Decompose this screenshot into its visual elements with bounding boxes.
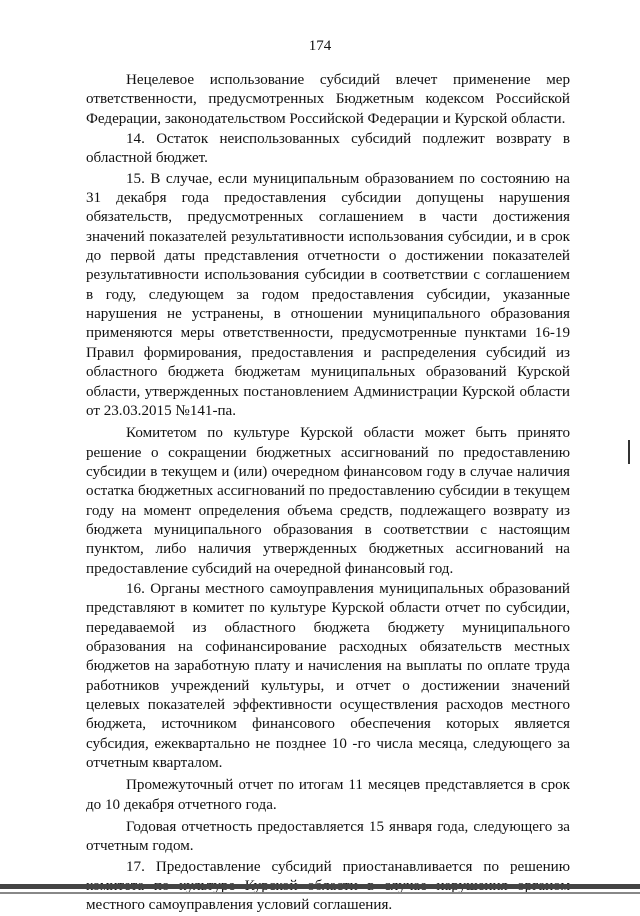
page-number: 174 <box>308 38 332 54</box>
scan-bottom-edge <box>0 884 640 889</box>
document-body <box>86 71 570 916</box>
scan-bottom-edge-line <box>0 892 640 894</box>
paragraph-annual-report: Годовая отчетность предоставляется 15 января года, следующего за отчетным годом. <box>86 819 570 855</box>
paragraph-16: 16. Органы местного самоуправления муниципальных образований представляют в комитет по культуре Курской области отчет по субсидии, передаваемой из областного бюджета бюджету муниципального образования на софинансирование расходных обязательств местных бюджетов на заработную плату и начисления на выплаты по оплате труда работников учреждений культуры, и отчет о достижении значений целевых показателей эффективности осуществления расходов местного бюджета, источником финансового обеспечения которых является субсидия, ежеквартально не позднее 10 -го числа месяца, следующего за отчетным кварталом. <box>86 580 570 772</box>
scan-margin-mark <box>628 440 630 464</box>
paragraph-14: 14. Остаток неиспользованных субсидий подлежит возврату в областной бюджет. <box>86 131 570 167</box>
paragraph-interim-report: Промежуточный отчет по итогам 11 месяцев представляется в срок до 10 декабря отчетного года. <box>86 777 570 813</box>
paragraph-committee-decision: Комитетом по культуре Курской области может быть принято решение о сокращении бюджетных ассигнований по предоставлению субсидии в текущем и (или) очередном финансовом году в случае наличия остатка бюджетных ассигнований по предоставлению субсидии в текущем году на момент определения объема средств, подлежащего возврату из бюджета муниципального образования в соответствии с настоящим пунктом, либо наличия утвержденных бюджетных ассигнований на предоставление субсидий на очередной финансовый год. <box>86 425 570 577</box>
paragraph-17: 17. Предоставление субсидий приостанавливается по решению местного самоуправления условий соглашения. <box>86 858 570 914</box>
paragraph-15: 15. В случае, если муниципальным образованием по состоянию на 31 декабря года предоставления субсидии допущены нарушения обязательств, предусмотренных соглашением в части достижения значений показателей результативности использования субсидии, и в срок до первой даты представления отчетности о достижении показателей результативности использования субсидии в соответствии с соглашением в году, следующем за годом предоставления субсидии, указанные нарушения не устранены, в отношении муниципального образования применяются меры ответственности, предусмотренные пунктами 16-19 Правил формирования, предоставления и распределения субсидий из областного бюджета бюджетам муниципальных образований Курской области, утвержденных постановлением Администрации Курской области от 23.03.2015 №141-па. <box>86 170 570 419</box>
paragraph-misuse: Нецелевое использование субсидий влечет применение мер ответственности, предусмотренных Бюджетным кодексом Российской Федерации, законодательством Российской Федерации и Курской области. <box>86 72 570 127</box>
